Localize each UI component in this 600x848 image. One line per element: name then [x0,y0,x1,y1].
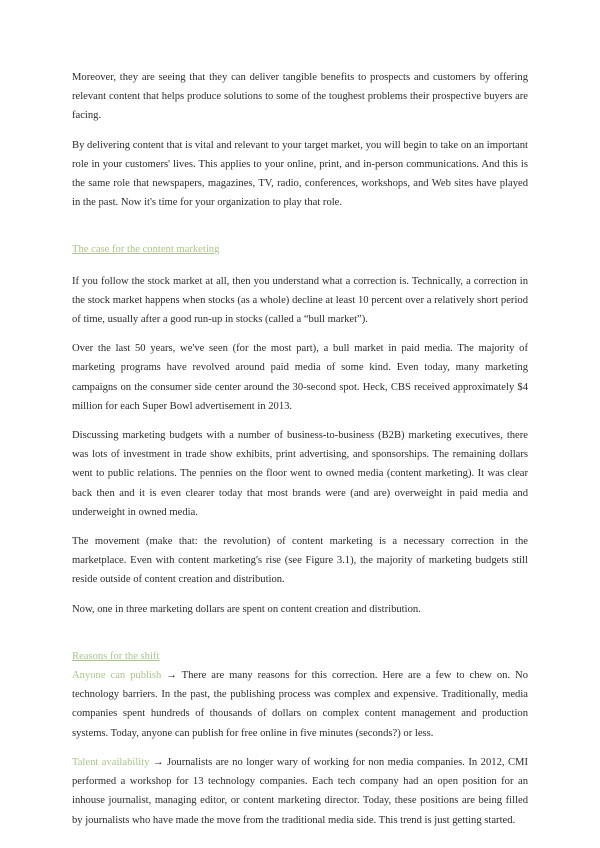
case-paragraph-3: Discussing marketing budgets with a number of business-to-business (B2B) marketing executives, there was lots of investment in trade show exhibits, print advertising, and sponsorships. The remaining dollars went to public relations. The pennies on the floor went to owned media (content marketing). It was clear back then and it is even clearer today that most brands were (and are) overweight in paid media and underweight in owned media. [72,430,528,518]
case-paragraph-5: Now, one in three marketing dollars are spent on content creation and distribution. [72,603,421,615]
section-heading-reasons: Reasons for the shift [72,650,160,662]
intro-paragraph-1: Moreover, they are seeing that they can deliver tangible benefits to prospects and customers by offering relevant content that helps produce solutions to some of the toughest problems their prospective buyers are facing. [72,72,528,122]
arrow-icon: → [152,756,164,768]
reason-text: Journalists are no longer wary of working for non media companies. In 2012, CMI performed a workshop for 13 technology companies. Each tech company had an open position for an inhouse journalist, managing editor, or content marketing director. Today, these positions are being filled by journalists who have made the move from the traditional media side. This trend is just getting started. [72,756,528,826]
reason-item [72,666,528,743]
reason-item [72,753,528,830]
intro-paragraph-2: By delivering content that is vital and relevant to your target market, you will begin to take on an important role in your customers' lives. This applies to your online, print, and in-person communications. And this is the same role that newspapers, magazines, TV, radio, conferences, workshops, and Web sites have played in the past. Now it's time for your organization to play that role. [72,139,528,209]
case-paragraph-4: The movement (make that: the revolution) of content marketing is a necessary correction in the marketplace. Even with content marketing's rise (see Figure 3.1), the majority of marketing budgets still reside outside of content creation and distribution. [72,536,528,586]
reason-term: Anyone can publish [72,670,162,682]
reason-term: Talent availability [72,756,150,768]
case-paragraph-2: Over the last 50 years, we've seen (for the most part), a bull market in paid media. The majority of marketing programs have revolved around paid media of some kind. Even today, many marketing campaigns on the consumer side center around the 30-second spot. Heck, CBS received approximately $4 million for each Super Bowl advertisement in 2013. [72,343,528,412]
arrow-icon: → [166,670,177,682]
reason-text: There are many reasons for this correction. Here are a few to chew on. No technology barriers. In the past, the publishing process was complex and expensive. Traditionally, media companies spent hundreds of thousands of dollars on complex content management and production systems. Today, anyone can publish for free online in five minutes (seconds?) or less. [72,670,528,739]
section-heading-case: The case for the content marketing [72,244,220,256]
case-paragraph-1: If you follow the stock market at all, then you understand what a correction is. Technically, a correction in the stock market happens when stocks (as a whole) decline at least 10 percent over a relatively short period of time, usually after a good run-up in stocks (called a “bull market”). [72,275,528,326]
